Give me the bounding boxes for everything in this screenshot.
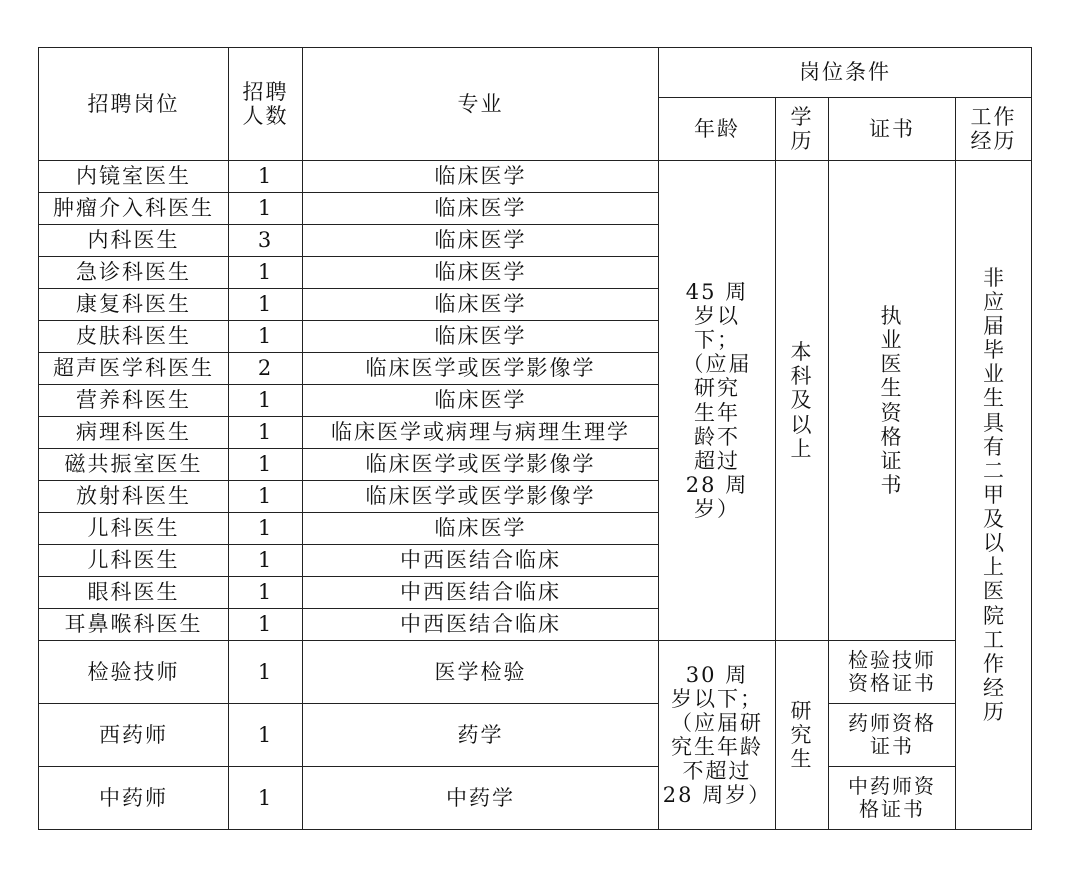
count-cell: 1 (229, 641, 303, 704)
header-edu-line2: 历 (790, 129, 814, 153)
certificate-cell-group-a-line: 生 (880, 376, 904, 401)
position-cell: 内科医生 (39, 225, 229, 257)
count-cell: 1 (229, 417, 303, 449)
count-cell: 1 (229, 449, 303, 481)
certificate-cell-group-a-line: 证 (880, 448, 904, 473)
experience-cell-line: 生 (983, 386, 1004, 411)
header-exp-line2: 经历 (970, 129, 1017, 153)
major-cell: 临床医学 (303, 193, 659, 225)
header-count-line2: 人数 (242, 104, 289, 128)
age-cell-group-a-line: 超过 (694, 448, 740, 473)
position-cell: 康复科医生 (39, 289, 229, 321)
certificate-cell (829, 767, 956, 830)
count-cell: 1 (229, 545, 303, 577)
header-conditions-label: 岗位条件 (799, 60, 891, 85)
table-body (39, 48, 1032, 830)
header-cert-label: 证书 (869, 116, 915, 141)
major-cell: 临床医学 (303, 289, 659, 321)
education-cell-group-b (776, 641, 829, 830)
major-cell: 中西医结合临床 (303, 577, 659, 609)
education-cell-group-b-line: 究 (790, 722, 814, 747)
count-cell: 1 (229, 767, 303, 830)
recruitment-table (38, 47, 1032, 830)
major-cell: 医学检验 (303, 641, 659, 704)
age-cell-group-a-line: 岁以 (694, 303, 740, 328)
age-cell-group-a (659, 161, 776, 641)
age-cell-group-a-line: 研究 (694, 376, 740, 401)
experience-cell-line: 经 (983, 676, 1004, 701)
education-cell-group-a-line: 科 (790, 364, 814, 389)
experience-cell-line: 工 (983, 627, 1004, 652)
count-cell: 3 (229, 225, 303, 257)
major-cell: 药学 (303, 704, 659, 767)
header-row-1 (39, 48, 1032, 98)
position-cell: 病理科医生 (39, 417, 229, 449)
count-cell: 1 (229, 704, 303, 767)
position-cell: 超声医学科医生 (39, 353, 229, 385)
age-cell-group-b-line: 28 周岁） (662, 783, 772, 808)
position-cell: 儿科医生 (39, 513, 229, 545)
count-cell: 1 (229, 609, 303, 641)
header-experience (956, 98, 1032, 161)
education-cell-group-a-line: 以 (790, 412, 814, 437)
major-cell: 临床医学 (303, 321, 659, 353)
age-cell-group-a-line: 28 周 (685, 472, 749, 497)
certificate-cell-group-a-line: 格 (880, 424, 904, 449)
header-age-label: 年龄 (694, 116, 740, 141)
age-cell-group-b-line: 不超过 (682, 759, 752, 784)
certificate-cell-group-a-line: 资 (880, 400, 904, 425)
table-row (39, 161, 1032, 193)
position-cell: 内镜室医生 (39, 161, 229, 193)
header-count-line1: 招聘 (242, 79, 289, 104)
major-cell: 临床医学或医学影像学 (303, 481, 659, 513)
count-cell: 1 (229, 289, 303, 321)
experience-cell-line: 作 (983, 651, 1004, 676)
count-cell: 1 (229, 385, 303, 417)
major-cell: 临床医学 (303, 161, 659, 193)
major-cell: 临床医学或医学影像学 (303, 449, 659, 481)
experience-cell-line: 具 (983, 410, 1004, 435)
header-exp-line1: 工作 (970, 104, 1017, 129)
header-position-label: 招聘岗位 (87, 91, 180, 116)
header-age (659, 98, 776, 161)
certificate-cell-group-a-line: 医 (880, 352, 904, 377)
header-education (776, 98, 829, 161)
count-cell: 2 (229, 353, 303, 385)
header-major-label: 专业 (457, 91, 504, 116)
major-cell: 临床医学 (303, 257, 659, 289)
education-cell-group-a (776, 161, 829, 641)
position-cell: 磁共振室医生 (39, 449, 229, 481)
age-cell-group-a-line: 45 周 (685, 279, 749, 304)
major-cell: 临床医学或医学影像学 (303, 353, 659, 385)
position-cell: 儿科医生 (39, 545, 229, 577)
header-edu-line1: 学 (790, 104, 814, 129)
certificate-cell-group-a (829, 161, 956, 641)
count-cell: 1 (229, 513, 303, 545)
experience-cell-line: 及 (983, 507, 1004, 532)
table-row (39, 704, 1032, 767)
experience-cell-line: 院 (983, 603, 1004, 628)
certificate-line: 中药师资 (848, 774, 936, 798)
education-cell-group-a-line: 本 (790, 340, 814, 365)
count-cell: 1 (229, 161, 303, 193)
age-cell-group-a-line: 龄不 (694, 424, 740, 449)
age-cell-group-a-line: （应届 (682, 352, 752, 377)
certificate-line: 格证书 (859, 797, 925, 821)
certificate-cell-group-a-line: 执 (880, 303, 904, 328)
position-cell: 西药师 (39, 704, 229, 767)
position-cell: 放射科医生 (39, 481, 229, 513)
age-cell-group-b-line: 岁以下； (671, 686, 763, 711)
certificate-line: 资格证书 (848, 671, 936, 695)
experience-cell-line: 毕 (983, 338, 1004, 363)
certificate-cell (829, 641, 956, 704)
position-cell: 肿瘤介入科医生 (39, 193, 229, 225)
experience-cell-line: 应 (983, 289, 1004, 314)
position-cell: 急诊科医生 (39, 257, 229, 289)
count-cell: 1 (229, 193, 303, 225)
count-cell: 1 (229, 321, 303, 353)
position-cell: 眼科医生 (39, 577, 229, 609)
major-cell: 中西医结合临床 (303, 609, 659, 641)
experience-cell-line: 历 (983, 700, 1004, 725)
experience-cell-line: 甲 (983, 482, 1004, 507)
header-certificate (829, 98, 956, 161)
experience-cell-line: 二 (983, 458, 1004, 483)
experience-cell-line: 上 (983, 555, 1004, 580)
major-cell: 临床医学 (303, 225, 659, 257)
certificate-cell (829, 704, 956, 767)
age-cell-group-b-line: 30 周 (685, 662, 749, 687)
age-cell-group-a-line: 岁） (694, 497, 740, 522)
education-cell-group-a-line: 上 (790, 436, 814, 461)
experience-cell-line: 业 (983, 362, 1004, 387)
age-cell-group-b-line: （应届研 (671, 710, 763, 735)
experience-cell-line: 非 (983, 265, 1004, 290)
major-cell: 中药学 (303, 767, 659, 830)
education-cell-group-b-line: 生 (790, 747, 814, 772)
major-cell: 临床医学 (303, 385, 659, 417)
certificate-cell-group-a-line: 书 (880, 472, 904, 497)
experience-cell-line: 届 (983, 313, 1004, 338)
major-cell: 临床医学 (303, 513, 659, 545)
header-major (303, 48, 659, 161)
experience-cell-line: 有 (983, 434, 1004, 459)
table-row (39, 641, 1032, 704)
certificate-cell-group-a-line: 业 (880, 328, 904, 353)
age-cell-group-a-line: 下； (694, 328, 740, 353)
position-cell: 耳鼻喉科医生 (39, 609, 229, 641)
position-cell: 中药师 (39, 767, 229, 830)
position-cell: 皮肤科医生 (39, 321, 229, 353)
education-cell-group-b-line: 研 (790, 698, 814, 723)
header-conditions (659, 48, 1032, 98)
header-count (229, 48, 303, 161)
table-row (39, 767, 1032, 830)
certificate-line: 药师资格 (848, 711, 936, 735)
count-cell: 1 (229, 577, 303, 609)
position-cell: 营养科医生 (39, 385, 229, 417)
count-cell: 1 (229, 481, 303, 513)
count-cell: 1 (229, 257, 303, 289)
position-cell: 检验技师 (39, 641, 229, 704)
age-cell-group-b (659, 641, 776, 830)
certificate-line: 检验技师 (848, 648, 936, 672)
age-cell-group-a-line: 生年 (694, 400, 740, 425)
experience-cell (956, 161, 1032, 830)
certificate-line: 证书 (870, 734, 914, 758)
experience-cell-line: 以 (983, 531, 1004, 556)
experience-cell-line: 医 (983, 579, 1004, 604)
education-cell-group-a-line: 及 (790, 388, 814, 413)
age-cell-group-b-line: 究生年龄 (671, 735, 763, 759)
header-position (39, 48, 229, 161)
major-cell: 中西医结合临床 (303, 545, 659, 577)
major-cell: 临床医学或病理与病理生理学 (303, 417, 659, 449)
